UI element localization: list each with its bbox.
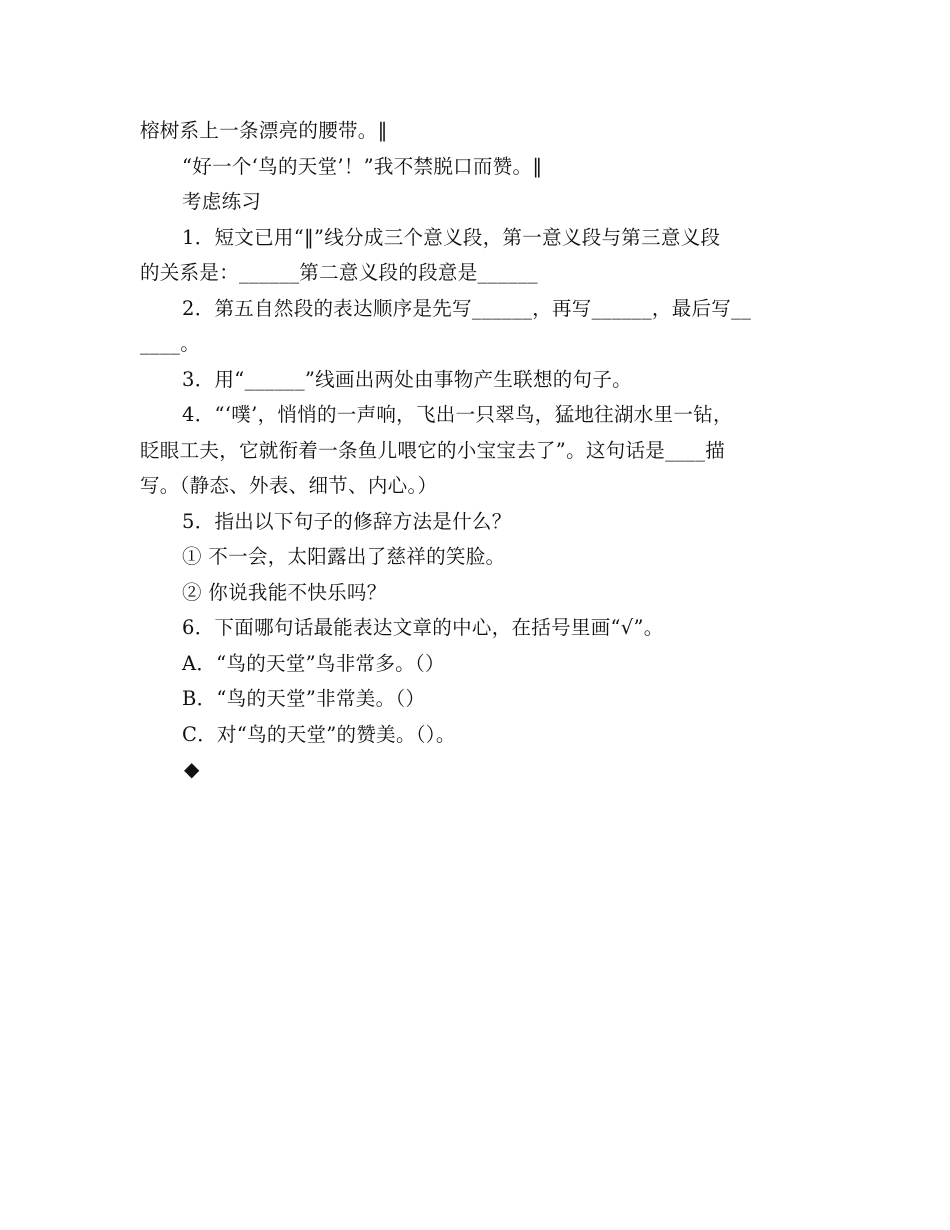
question-1-line-2: 的关系是：______第二意义段的段意是______ <box>140 261 538 284</box>
question-4-line-1: 4．“‘噗’，悄悄的一声响，飞出一只翠鸟，猛地往湖水里一钻， <box>182 403 733 426</box>
question-6-option-c: C．对“鸟的天堂”的赞美。（）。 <box>182 722 456 746</box>
document-body <box>140 113 816 788</box>
end-diamond-icon: ◆ <box>184 757 200 781</box>
question-4-line-3: 写。（静态、外表、细节、内心。） <box>140 474 438 497</box>
question-2-line-2: ____。 <box>140 332 200 355</box>
question-6-option-b: B．“鸟的天堂”非常美。（） <box>182 687 426 710</box>
question-1-line-1: 1．短文已用“‖”线分成三个意义段，第一意义段与第三意义段 <box>182 225 721 249</box>
question-5: 5．指出以下句子的修辞方法是什么？ <box>182 509 512 533</box>
question-2-line-1: 2．第五自然段的表达顺序是先写______，再写______，最后写__ <box>182 296 752 320</box>
exercise-heading: 考虑练习 <box>182 190 262 213</box>
question-5-sentence-1: ① 不一会，太阳露出了慈祥的笑脸。 <box>182 545 506 568</box>
paragraph-line-ending: 榕树系上一条漂亮的腰带。‖ <box>140 119 388 142</box>
question-6: 6．下面哪句话最能表达文章的中心，在括号里画“√”。 <box>182 616 664 639</box>
question-5-sentence-2: ② 你说我能不快乐吗？ <box>182 580 387 604</box>
question-3: 3．用“______”线画出两处由事物产生联想的句子。 <box>182 367 632 391</box>
question-6-option-a: A．“鸟的天堂”鸟非常多。（） <box>182 651 445 675</box>
question-4-line-2: 眨眼工夫，它就衔着一条鱼儿喂它的小宝宝去了”。这句话是____描 <box>140 438 726 462</box>
paragraph-line-praise: “好一个‘鸟的天堂’！”我不禁脱口而赞。‖ <box>182 154 543 178</box>
